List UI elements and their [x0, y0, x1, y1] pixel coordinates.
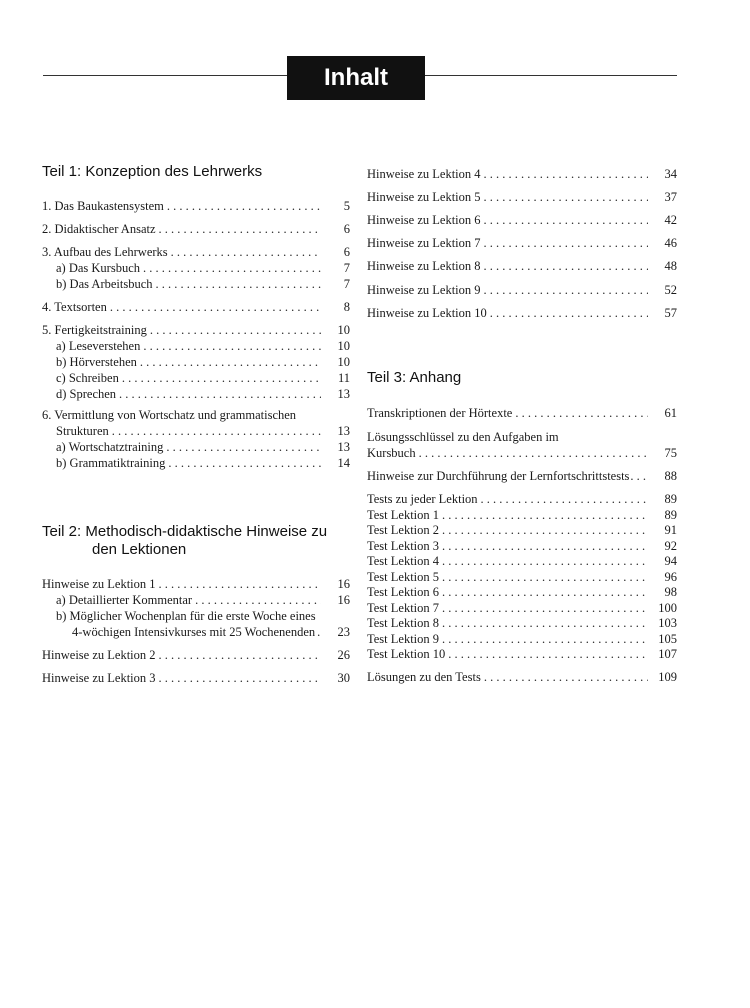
leader-dots [484, 212, 648, 228]
toc-entry-title: d) Sprechen [56, 387, 117, 401]
toc-entry[interactable] [42, 276, 350, 292]
toc-entry-page: 14 [337, 456, 350, 470]
toc-entry-title: Hinweise zu Lektion 6 [367, 213, 481, 227]
leader-dots [195, 592, 321, 608]
toc-entry-title: Test Lektion 3 [367, 539, 440, 553]
toc-entry-title: Hinweise zu Lektion 1 [42, 577, 156, 591]
toc-entry-title: Test Lektion 7 [367, 601, 440, 615]
toc-entry[interactable] [42, 439, 350, 455]
leader-dots [630, 468, 650, 484]
toc-entry-title: Kursbuch [367, 446, 416, 460]
toc-entry[interactable] [367, 538, 677, 554]
toc-entry-title: c) Schreiben [56, 371, 119, 385]
toc-entry-title: 2. Didaktischer Ansatz [42, 222, 156, 236]
toc-entry-page: 75 [664, 446, 677, 460]
leader-dots [442, 600, 648, 616]
toc-entry[interactable] [367, 258, 677, 274]
toc-entry[interactable] [42, 354, 350, 370]
toc-entry[interactable] [367, 189, 677, 205]
toc-entry-title: Strukturen [56, 424, 109, 438]
leader-dots [166, 439, 321, 455]
leader-dots [159, 221, 321, 237]
leader-dots [159, 670, 321, 686]
toc-entry-page: 23 [337, 625, 350, 639]
toc-entry-page: 6 [343, 222, 350, 236]
leader-dots [442, 522, 648, 538]
toc-entry-title: a) Das Kursbuch [56, 261, 141, 275]
leader-dots [140, 354, 321, 370]
toc-entry-title: Tests zu jeder Lektion [367, 492, 478, 506]
toc-entry-title-line1[interactable]: Lösungsschlüssel zu den Aufgaben im [367, 430, 559, 444]
toc-entry[interactable] [42, 592, 350, 608]
toc-entry-page: 37 [664, 190, 677, 204]
toc-entry[interactable] [42, 370, 350, 386]
toc-entry-title: 5. Fertigkeitstraining [42, 323, 147, 337]
leader-dots [481, 491, 648, 507]
toc-entry-page: 109 [658, 670, 677, 684]
toc-entry[interactable] [367, 646, 677, 662]
toc-entry-title-line1[interactable]: 6. Vermittlung von Wortschatz und grammatischen [42, 408, 297, 422]
toc-entry-page: 10 [337, 339, 350, 353]
toc-entry-title: Test Lektion 4 [367, 554, 440, 568]
leader-dots [156, 276, 321, 292]
leader-dots [484, 166, 648, 182]
toc-entry-page: 100 [658, 601, 677, 615]
toc-entry-title: Test Lektion 5 [367, 570, 440, 584]
leader-dots [150, 322, 321, 338]
toc-entry-title: Transkriptionen der Hörtexte [367, 406, 513, 420]
toc-entry-page: 91 [664, 523, 677, 537]
toc-entry-page: 30 [337, 671, 350, 685]
toc-entry-title: b) Grammatiktraining [56, 456, 166, 470]
toc-entry-page: 6 [343, 245, 350, 259]
toc-entry-title: Hinweise zu Lektion 4 [367, 167, 481, 181]
toc-entry-page: 16 [337, 577, 350, 591]
toc-entry-page: 42 [664, 213, 677, 227]
toc-entry-page: 8 [343, 300, 350, 314]
leader-dots [317, 624, 322, 640]
toc-entry-title: Hinweise zu Lektion 5 [367, 190, 481, 204]
leader-dots [484, 235, 648, 251]
toc-entry[interactable] [367, 212, 677, 228]
leader-dots [419, 445, 648, 461]
section-heading-part2-line2: den Lektionen [92, 541, 187, 558]
toc-entry-page: 7 [343, 261, 350, 275]
leader-dots [119, 386, 321, 402]
leader-dots [442, 631, 648, 647]
leader-dots [442, 507, 648, 523]
toc-entry-title-line1[interactable]: b) Möglicher Wochenplan für die erste Woche eines [56, 609, 316, 623]
section-heading-part1: Teil 1: Konzeption des Lehrwerks [42, 163, 263, 180]
leader-dots [484, 669, 648, 685]
toc-entry-page: 11 [337, 371, 350, 385]
toc-entry[interactable] [42, 198, 350, 214]
toc-entry[interactable] [367, 507, 677, 523]
toc-entry-page: 89 [664, 492, 677, 506]
toc-entry[interactable] [42, 338, 350, 354]
toc-entry-page: 10 [337, 355, 350, 369]
toc-entry-page: 96 [664, 570, 677, 584]
section-heading-part3: Teil 3: Anhang [367, 369, 462, 386]
toc-entry-title: Lösungen zu den Tests [367, 670, 481, 684]
toc-entry[interactable] [367, 305, 677, 321]
leader-dots [484, 189, 648, 205]
toc-entry[interactable] [367, 468, 677, 484]
toc-entry-title: b) Das Arbeitsbuch [56, 277, 153, 291]
leader-dots [442, 538, 648, 554]
toc-entry[interactable] [367, 553, 677, 569]
leader-dots [484, 258, 648, 274]
toc-entry[interactable] [42, 299, 350, 315]
toc-entry[interactable] [42, 322, 350, 338]
toc-entry-page: 89 [664, 508, 677, 522]
section-heading-part2: Teil 2: Methodisch-didaktische Hinweise zu [42, 523, 328, 540]
toc-entry[interactable] [42, 647, 350, 663]
toc-entry-page: 92 [664, 539, 677, 553]
toc-entry-title: a) Leseverstehen [56, 339, 141, 353]
leader-dots [442, 584, 648, 600]
toc-entry[interactable] [367, 669, 677, 685]
toc-entry-title: Hinweise zu Lektion 10 [367, 306, 487, 320]
toc-entry-page: 13 [337, 440, 350, 454]
toc-entry-page: 7 [343, 277, 350, 291]
toc-entry[interactable] [367, 569, 677, 585]
toc-entry[interactable] [367, 615, 677, 631]
toc-entry[interactable] [42, 244, 350, 260]
header-rule-left [43, 75, 287, 76]
toc-entry-title: 1. Das Baukastensystem [42, 199, 164, 213]
toc-entry-title: b) Hörverstehen [56, 355, 137, 369]
leader-dots [515, 405, 648, 421]
toc-entry-title: Hinweise zu Lektion 9 [367, 283, 481, 297]
leader-dots [171, 244, 321, 260]
toc-entry-title: Test Lektion 6 [367, 585, 440, 599]
toc-entry-page: 105 [658, 632, 677, 646]
toc-entry-title: 4. Textsorten [42, 300, 107, 314]
toc-entry[interactable] [367, 631, 677, 647]
toc-entry-page: 88 [664, 469, 677, 483]
leader-dots [448, 646, 648, 662]
toc-entry-page: 34 [664, 167, 677, 181]
toc-entry-title: Test Lektion 10 [367, 647, 446, 661]
toc-entry[interactable] [42, 221, 350, 237]
toc-entry-page: 26 [337, 648, 350, 662]
toc-entry-page: 48 [664, 259, 677, 273]
toc-entry-title: Hinweise zu Lektion 2 [42, 648, 156, 662]
toc-entry-title: Hinweise zu Lektion 8 [367, 259, 481, 273]
toc-entry-page: 57 [664, 306, 677, 320]
toc-entry[interactable] [367, 282, 677, 298]
toc-entry[interactable] [42, 260, 350, 276]
toc-entry[interactable] [42, 423, 350, 439]
toc-entry[interactable] [367, 235, 677, 251]
toc-entry-page: 13 [337, 387, 350, 401]
leader-dots [159, 647, 321, 663]
toc-entry-title: Hinweise zu Lektion 3 [42, 671, 156, 685]
leader-dots [490, 305, 648, 321]
toc-entry[interactable] [367, 600, 677, 616]
leader-dots [159, 576, 321, 592]
toc-entry[interactable] [42, 670, 350, 686]
leader-dots [112, 423, 321, 439]
toc-entry[interactable] [367, 405, 677, 421]
leader-dots [143, 338, 321, 354]
toc-entry-title: Test Lektion 8 [367, 616, 440, 630]
toc-entry-page: 103 [658, 616, 677, 630]
toc-entry-title: 3. Aufbau des Lehrwerks [42, 245, 168, 259]
leader-dots [143, 260, 321, 276]
toc-entry-page: 16 [337, 593, 350, 607]
toc-entry[interactable] [367, 491, 677, 507]
toc-entry-page: 98 [664, 585, 677, 599]
toc-entry-title: a) Detaillierter Kommentar [56, 593, 193, 607]
toc-entry[interactable] [42, 455, 350, 471]
toc-entry-page: 61 [664, 406, 677, 420]
leader-dots [484, 282, 648, 298]
toc-entry-title: Test Lektion 1 [367, 508, 440, 522]
toc-entry-page: 107 [658, 647, 677, 661]
toc-entry-title: a) Wortschatztraining [56, 440, 164, 454]
toc-entry-page: 10 [337, 323, 350, 337]
leader-dots [442, 615, 648, 631]
toc-entry[interactable] [42, 576, 350, 592]
leader-dots [122, 370, 321, 386]
toc-entry-page: 46 [664, 236, 677, 250]
toc-entry[interactable] [367, 584, 677, 600]
leader-dots [167, 198, 321, 214]
toc-entry-page: 13 [337, 424, 350, 438]
toc-entry[interactable] [367, 445, 677, 461]
toc-entry-title: Test Lektion 2 [367, 523, 440, 537]
leader-dots [442, 553, 648, 569]
toc-entry-title: Hinweise zu Lektion 7 [367, 236, 481, 250]
toc-entry-page: 5 [343, 199, 350, 213]
toc-entry[interactable] [42, 624, 350, 640]
leader-dots [110, 299, 321, 315]
toc-entry-title: 4-wöchigen Intensivkurses mit 25 Wochenenden [72, 625, 316, 639]
toc-entry-title: Test Lektion 9 [367, 632, 440, 646]
toc-entry-title: Hinweise zur Durchführung der Lernfortschrittstests [367, 469, 630, 483]
toc-entry-page: 94 [664, 554, 677, 568]
toc-entry[interactable] [42, 386, 350, 402]
header-rule-right [425, 75, 677, 76]
toc-entry[interactable] [367, 522, 677, 538]
page-title: Inhalt [287, 56, 425, 100]
leader-dots [442, 569, 648, 585]
toc-entry-page: 52 [664, 283, 677, 297]
leader-dots [168, 455, 321, 471]
toc-entry[interactable] [367, 166, 677, 182]
